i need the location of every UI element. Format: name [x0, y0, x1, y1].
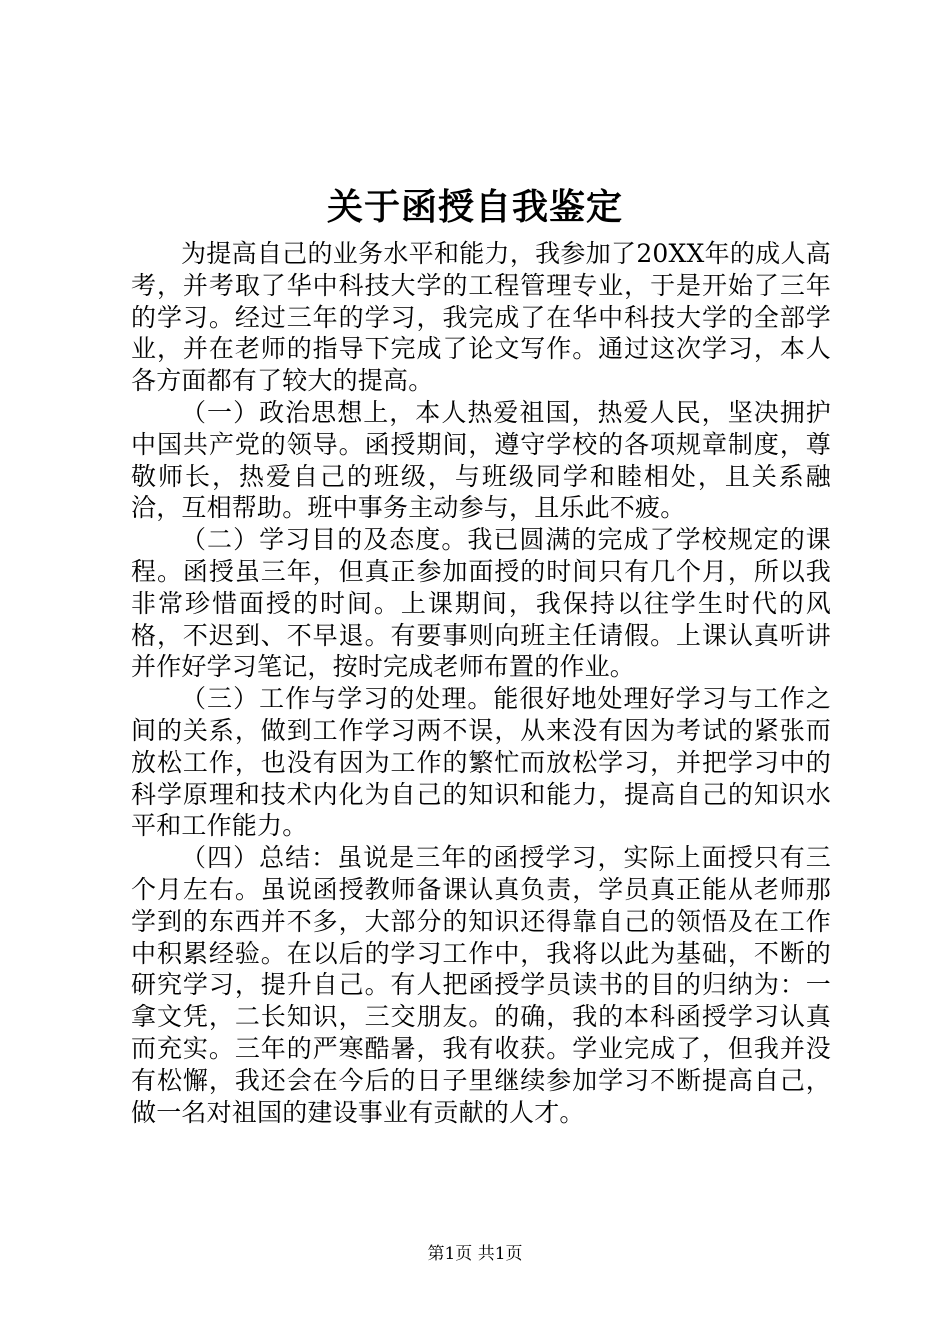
paragraph-politics: （一）政治思想上，本人热爱祖国，热爱人民，坚决拥护中国共产党的领导。函授期间，遵守学校的各项规章制度，尊敬师长，热爱自己的班级，与班级同学和睦相处，且关系融洽，互相帮助。班中事务主动参与，且乐此不疲。 — [131, 397, 831, 523]
document-title: 关于函授自我鉴定 — [326, 186, 623, 228]
paragraph-summary: （四）总结：虽说是三年的函授学习，实际上面授只有三个月左右。虽说函授教师备课认真负责，学员真正能从老师那学到的东西并不多，大部分的知识还得靠自己的领悟及在工作中积累经验。在以后的学习工作中，我将以此为基础，不断的研究学习，提升自己。有人把函授学员读书的目的归纳为：一拿文凭，二长知识，三交朋友。的确，我的本科函授学习认真而充实。三年的严寒酷暑，我有收获。学业完成了，但我并没有松懈，我还会在今后的日子里继续参加学习不断提高自己，做一名对祖国的建设事业有贡献的人才。 — [131, 843, 831, 1127]
paragraph-intro: 为提高自己的业务水平和能力，我参加了20XX年的成人高考，并考取了华中科技大学的工程管理专业，于是开始了三年的学习。经过三年的学习，我完成了在华中科技大学的全部学业，并在老师的指导下完成了论文写作。通过这次学习，本人各方面都有了较大的提高。 — [131, 239, 831, 396]
page-footer: 第1页 共1页 — [427, 1244, 523, 1264]
document-body — [131, 238, 831, 1128]
paragraph-work-study: （三）工作与学习的处理。能很好地处理好学习与工作之间的关系，做到工作学习两不误，从来没有因为考试的紧张而放松工作，也没有因为工作的繁忙而放松学习，并把学习中的科学原理和技术内化为自己的知识和能力，提高自己的知识水平和工作能力。 — [131, 684, 831, 841]
paragraph-study-attitude: （二）学习目的及态度。我已圆满的完成了学校规定的课程。函授虽三年，但真正参加面授的时间只有几个月，所以我非常珍惜面授的时间。上课期间，我保持以往学生时代的风格，不迟到、不早退。有要事则向班主任请假。上课认真听讲并作好学习笔记，按时完成老师布置的作业。 — [131, 525, 831, 682]
